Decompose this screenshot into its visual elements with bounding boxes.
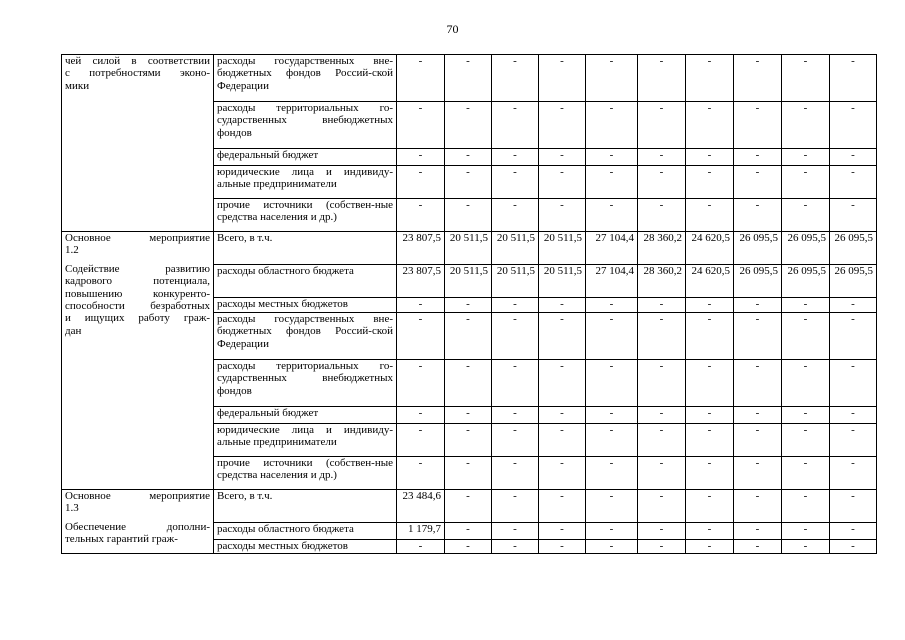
value-cell: - <box>445 313 492 360</box>
value-cell: - <box>539 523 586 540</box>
value-cell: - <box>782 313 830 360</box>
value-cell: - <box>782 407 830 424</box>
value-cell: 28 360,2 <box>638 232 686 265</box>
value-cell: - <box>539 457 586 490</box>
value-cell: - <box>638 523 686 540</box>
description-line: с потребностями эконо- <box>65 67 210 80</box>
value-cell: - <box>782 490 830 523</box>
value-cell: - <box>830 490 877 523</box>
value-cell: - <box>638 166 686 199</box>
value-cell: - <box>734 55 782 102</box>
funding-source: расходы территориальных го-сударственных внебюджетных фондов <box>214 102 397 149</box>
description-line: тельных гарантий граж- <box>65 533 178 546</box>
budget-table <box>61 54 877 554</box>
value-cell: - <box>830 149 877 166</box>
value-cell: 26 095,5 <box>782 265 830 298</box>
value-cell: - <box>586 313 638 360</box>
activity-description <box>62 232 214 490</box>
value-cell: - <box>686 102 734 149</box>
value-cell: - <box>492 149 539 166</box>
value-cell: 1 179,7 <box>397 523 445 540</box>
value-cell: - <box>830 298 877 313</box>
value-cell: - <box>445 424 492 457</box>
value-cell: - <box>492 424 539 457</box>
value-cell: - <box>638 424 686 457</box>
value-cell: - <box>830 199 877 232</box>
value-cell: 24 620,5 <box>686 265 734 298</box>
funding-source: расходы областного бюджета <box>214 265 397 298</box>
description-line: 1.3 <box>65 502 79 515</box>
value-cell: - <box>539 490 586 523</box>
value-cell: - <box>686 313 734 360</box>
value-cell: - <box>638 102 686 149</box>
value-cell: - <box>782 298 830 313</box>
value-cell: - <box>686 360 734 407</box>
value-cell: - <box>445 55 492 102</box>
value-cell: 20 511,5 <box>539 232 586 265</box>
value-cell: - <box>445 523 492 540</box>
value-cell: - <box>539 540 586 554</box>
value-cell: - <box>638 540 686 554</box>
activity-description <box>62 490 214 554</box>
value-cell: - <box>539 313 586 360</box>
value-cell: - <box>492 102 539 149</box>
value-cell: - <box>830 457 877 490</box>
description-line: кадрового потенциала, <box>65 275 210 288</box>
value-cell: - <box>539 102 586 149</box>
funding-source: Всего, в т.ч. <box>214 490 397 523</box>
value-cell: - <box>492 313 539 360</box>
value-cell: - <box>586 540 638 554</box>
value-cell: - <box>492 199 539 232</box>
value-cell: - <box>397 360 445 407</box>
value-cell: - <box>539 199 586 232</box>
value-cell: - <box>397 102 445 149</box>
table-row <box>62 55 877 102</box>
value-cell: - <box>445 540 492 554</box>
description-line: Содействие развитию <box>65 262 210 275</box>
value-cell: - <box>445 298 492 313</box>
description-line: мики <box>65 79 90 92</box>
value-cell: 23 484,6 <box>397 490 445 523</box>
funding-source: прочие источники (собствен-ные средства населения и др.) <box>214 457 397 490</box>
funding-source: расходы местных бюджетов <box>214 540 397 554</box>
activity-description <box>62 55 214 232</box>
value-cell: - <box>539 424 586 457</box>
description-line: чей силой в соответствии <box>65 55 210 67</box>
value-cell: - <box>397 55 445 102</box>
value-cell: 23 807,5 <box>397 265 445 298</box>
description-line: Обеспечение дополни- <box>65 520 210 533</box>
description-line: 1.2 <box>65 244 79 257</box>
description-line: способности безработных <box>65 300 210 313</box>
funding-source: расходы местных бюджетов <box>214 298 397 313</box>
value-cell: - <box>397 298 445 313</box>
value-cell: - <box>734 166 782 199</box>
value-cell: - <box>686 407 734 424</box>
value-cell: - <box>539 360 586 407</box>
value-cell: 20 511,5 <box>492 265 539 298</box>
value-cell: - <box>445 102 492 149</box>
value-cell: - <box>492 407 539 424</box>
description-line: повышению конкуренто- <box>65 287 210 300</box>
value-cell: - <box>492 166 539 199</box>
description-line: дан <box>65 324 82 337</box>
budget-table-body <box>62 55 877 554</box>
value-cell: - <box>686 424 734 457</box>
description-line: и ищущих работу граж- <box>65 312 210 325</box>
value-cell: - <box>830 313 877 360</box>
value-cell: - <box>445 490 492 523</box>
value-cell: - <box>586 490 638 523</box>
description-line: Основное мероприятие <box>65 490 210 502</box>
funding-source: расходы государственных вне-бюджетных фондов Россий-ской Федерации <box>214 55 397 102</box>
description-line: Основное мероприятие <box>65 232 210 244</box>
value-cell: 28 360,2 <box>638 265 686 298</box>
value-cell: - <box>492 523 539 540</box>
value-cell: - <box>734 360 782 407</box>
value-cell: - <box>782 540 830 554</box>
value-cell: - <box>686 149 734 166</box>
value-cell: - <box>492 540 539 554</box>
value-cell: - <box>830 360 877 407</box>
value-cell: - <box>830 523 877 540</box>
value-cell: - <box>782 55 830 102</box>
value-cell: - <box>782 424 830 457</box>
value-cell: - <box>539 298 586 313</box>
value-cell: - <box>830 166 877 199</box>
value-cell: - <box>734 298 782 313</box>
funding-source: федеральный бюджет <box>214 407 397 424</box>
value-cell: 23 807,5 <box>397 232 445 265</box>
value-cell: - <box>686 166 734 199</box>
value-cell: - <box>397 407 445 424</box>
value-cell: - <box>397 149 445 166</box>
value-cell: - <box>734 424 782 457</box>
table-row <box>62 490 877 523</box>
value-cell: - <box>397 457 445 490</box>
table-row <box>62 232 877 265</box>
funding-source: юридические лица и индивиду-альные предприниматели <box>214 424 397 457</box>
value-cell: 20 511,5 <box>445 232 492 265</box>
funding-source: юридические лица и индивиду-альные предприниматели <box>214 166 397 199</box>
value-cell: - <box>445 166 492 199</box>
value-cell: - <box>830 424 877 457</box>
value-cell: 26 095,5 <box>734 265 782 298</box>
value-cell: - <box>638 298 686 313</box>
value-cell: 24 620,5 <box>686 232 734 265</box>
value-cell: 20 511,5 <box>445 265 492 298</box>
value-cell: - <box>397 540 445 554</box>
value-cell: - <box>539 55 586 102</box>
value-cell: 26 095,5 <box>830 232 877 265</box>
value-cell: - <box>734 457 782 490</box>
value-cell: - <box>586 424 638 457</box>
value-cell: - <box>397 313 445 360</box>
value-cell: - <box>492 55 539 102</box>
value-cell: - <box>586 407 638 424</box>
value-cell: - <box>586 523 638 540</box>
value-cell: - <box>830 55 877 102</box>
value-cell: - <box>492 360 539 407</box>
value-cell: - <box>782 166 830 199</box>
value-cell: - <box>586 298 638 313</box>
value-cell: - <box>686 490 734 523</box>
value-cell: - <box>686 457 734 490</box>
value-cell: - <box>492 457 539 490</box>
value-cell: - <box>638 199 686 232</box>
value-cell: - <box>586 102 638 149</box>
value-cell: 27 104,4 <box>586 232 638 265</box>
value-cell: - <box>638 55 686 102</box>
value-cell: - <box>830 540 877 554</box>
funding-source: прочие источники (собствен-ные средства населения и др.) <box>214 199 397 232</box>
value-cell: - <box>638 149 686 166</box>
value-cell: - <box>586 166 638 199</box>
funding-source: расходы областного бюджета <box>214 523 397 540</box>
value-cell: - <box>734 407 782 424</box>
value-cell: - <box>586 360 638 407</box>
value-cell: - <box>638 457 686 490</box>
funding-source: федеральный бюджет <box>214 149 397 166</box>
value-cell: - <box>734 540 782 554</box>
value-cell: 27 104,4 <box>586 265 638 298</box>
value-cell: - <box>782 199 830 232</box>
value-cell: - <box>734 313 782 360</box>
value-cell: - <box>782 523 830 540</box>
value-cell: - <box>445 457 492 490</box>
value-cell: - <box>586 457 638 490</box>
value-cell: - <box>586 199 638 232</box>
value-cell: - <box>734 149 782 166</box>
value-cell: - <box>397 424 445 457</box>
value-cell: - <box>686 55 734 102</box>
value-cell: - <box>782 102 830 149</box>
value-cell: - <box>638 407 686 424</box>
value-cell: - <box>397 166 445 199</box>
value-cell: - <box>492 490 539 523</box>
value-cell: - <box>686 523 734 540</box>
value-cell: - <box>782 457 830 490</box>
value-cell: - <box>539 149 586 166</box>
value-cell: 20 511,5 <box>492 232 539 265</box>
value-cell: - <box>734 523 782 540</box>
value-cell: - <box>686 199 734 232</box>
value-cell: - <box>445 360 492 407</box>
value-cell: - <box>830 407 877 424</box>
funding-source: Всего, в т.ч. <box>214 232 397 265</box>
value-cell: - <box>445 199 492 232</box>
value-cell: - <box>586 55 638 102</box>
value-cell: - <box>686 540 734 554</box>
value-cell: - <box>586 149 638 166</box>
value-cell: - <box>638 360 686 407</box>
value-cell: - <box>686 298 734 313</box>
value-cell: - <box>638 313 686 360</box>
value-cell: 20 511,5 <box>539 265 586 298</box>
value-cell: - <box>445 407 492 424</box>
value-cell: 26 095,5 <box>782 232 830 265</box>
value-cell: - <box>830 102 877 149</box>
value-cell: - <box>539 407 586 424</box>
value-cell: - <box>734 490 782 523</box>
value-cell: - <box>734 102 782 149</box>
value-cell: - <box>734 199 782 232</box>
value-cell: - <box>539 166 586 199</box>
funding-source: расходы территориальных го-сударственных внебюджетных фондов <box>214 360 397 407</box>
value-cell: - <box>782 149 830 166</box>
value-cell: 26 095,5 <box>830 265 877 298</box>
page-number: 70 <box>446 22 459 36</box>
value-cell: - <box>782 360 830 407</box>
value-cell: - <box>445 149 492 166</box>
value-cell: - <box>397 199 445 232</box>
value-cell: - <box>638 490 686 523</box>
value-cell: - <box>492 298 539 313</box>
value-cell: 26 095,5 <box>734 232 782 265</box>
funding-source: расходы государственных вне-бюджетных фондов Россий-ской Федерации <box>214 313 397 360</box>
